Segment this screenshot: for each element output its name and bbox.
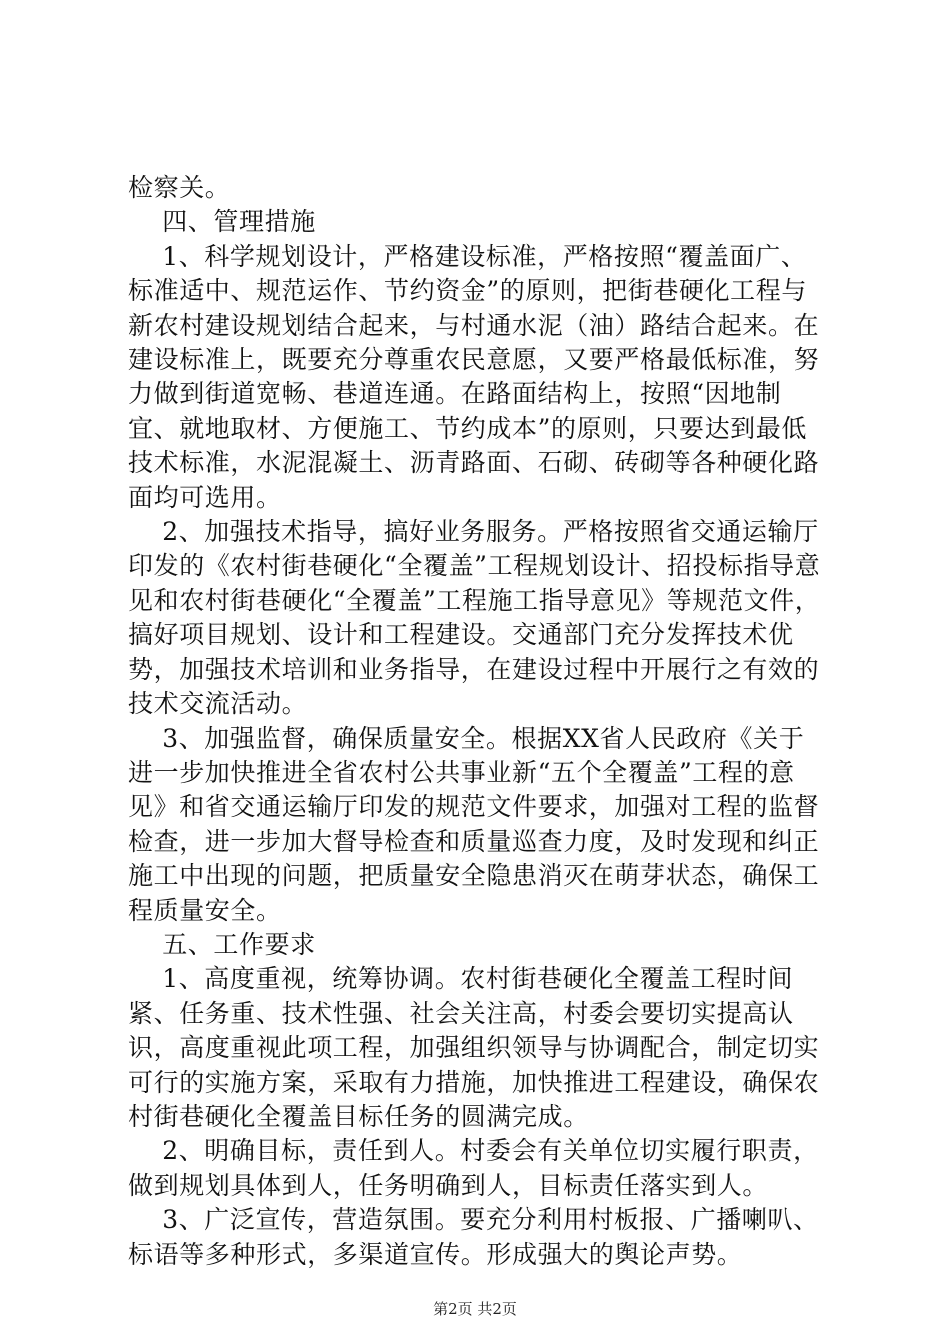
- heading-work-requirements: 五、工作要求: [128, 929, 316, 959]
- document-body: [128, 171, 828, 1272]
- page-number-footer: 第2页 共2页: [433, 1300, 517, 1318]
- paragraph-requirement-2: 2、明确目标，责任到人。村委会有关单位切实履行职责，做到规划具体到人，任务明确到人，目标责任落实到人。: [128, 1136, 819, 1200]
- heading-management-measures: 四、管理措施: [128, 207, 316, 237]
- paragraph-measure-2: 2、加强技术指导，搞好业务服务。严格按照省交通运输厅印发的《农村街巷硬化“全覆盖”工程规划设计、招投标指导意见和农村街巷硬化“全覆盖”工程施工指导意见》等规范文件，搞好项目规划、设计和工程建设。交通部门充分发挥技术优势，加强技术培训和业务指导，在建设过程中开展行之有效的技术交流活动。: [128, 517, 821, 719]
- paragraph-measure-1: 1、科学规划设计，严格建设标准，严格按照“覆盖面广、标准适中、规范运作、节约资金”的原则，把街巷硬化工程与新农村建设规划结合起来，与村通水泥（油）路结合起来。在建设标准上，既要充分尊重农民意愿，又要严格最低标准，努力做到街道宽畅、巷道连通。在路面结构上，按照“因地制宜、就地取材、方便施工、节约成本”的原则，只要达到最低技术标准，水泥混凝土、沥青路面、石砌、砖砌等各种硬化路面均可选用。: [128, 241, 820, 512]
- paragraph-requirement-1: 1、高度重视，统筹协调。农村街巷硬化全覆盖工程时间紧、任务重、技术性强、社会关注高，村委会要切实提高认识，高度重视此项工程，加强组织领导与协调配合，制定切实可行的实施方案，采取有力措施，加快推进工程建设，确保农村街巷硬化全覆盖目标任务的圆满完成。: [128, 964, 820, 1131]
- paragraph-continuation: 检察关。: [128, 173, 231, 202]
- paragraph-requirement-3: 3、广泛宣传，营造氛围。要充分利用村板报、广播喇叭、标语等多种形式，多渠道宣传。形成强大的舆论声势。: [128, 1205, 819, 1269]
- paragraph-measure-3: 3、加强监督，确保质量安全。根据XX省人民政府《关于进一步加快推进全省农村公共事业新“五个全覆盖”工程的意见》和省交通运输厅印发的规范文件要求，加强对工程的监督检查，进一步加大督导检查和质量巡查力度，及时发现和纠正施工中出现的问题，把质量安全隐患消灭在萌芽状态，确保工程质量安全。: [128, 723, 820, 925]
